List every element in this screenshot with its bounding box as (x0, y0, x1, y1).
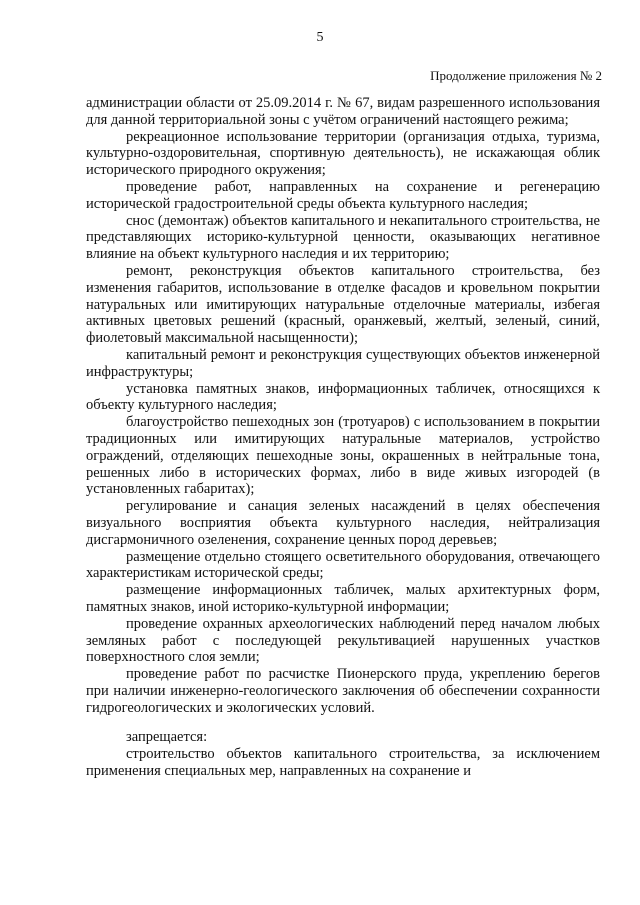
paragraph-7: установка памятных знаков, информационных табличек, относящихся к объекту культурного наследия; (86, 380, 600, 414)
paragraph-4: снос (демонтаж) объектов капитального и некапитального строительства, не представляющих историко-культурной ценности, оказывающих негативное влияние на объект культурного наследия и их территорию; (86, 212, 600, 263)
prohibited-heading: запрещается: (126, 729, 208, 746)
paragraph-1: администрации области от 25.09.2014 г. № 67, видам разрешенного использования для данной территориальной зоны с учётом ограничений настоящего режима; (86, 95, 600, 128)
paragraph-15: строительство объектов капитального строительства, за исключением применения специальных мер, направленных на сохранение и (86, 746, 600, 780)
body-text (86, 95, 600, 780)
paragraph-6: капитальный ремонт и реконструкция существующих объектов инженерной инфраструктуры; (86, 346, 600, 380)
paragraph-11: размещение информационных табличек, малых архитектурных форм, памятных знаков, иной историко-культурной информации; (86, 582, 600, 615)
paragraph-5: ремонт, реконструкция объектов капитального строительства, без изменения габаритов, использование в отделке фасадов и кровельном покрытии натуральных или имитирующих натуральные отделочные материалы, избегая активных цветовых решений (красный, оранжевый, желтый, зеленый, синий, фиолетовый максимальной насыщенности); (86, 262, 600, 347)
paragraph-3: проведение работ, направленных на сохранение и регенерацию исторической градостроительной среды объекта культурного наследия; (86, 178, 600, 212)
paragraph-13: проведение работ по расчистке Пионерского пруда, укреплению берегов при наличии инженерно-геологического заключения об обеспечении сохранности гидрогеологических и экологических условий. (86, 666, 600, 716)
paragraph-9: регулирование и санация зеленых насаждений в целях обеспечения визуального восприятия объекта культурного наследия, нейтрализация дисгармоничного озеленения, сохранение ценных пород деревьев; (86, 498, 600, 548)
paragraph-12: проведение охранных археологических наблюдений перед началом любых земляных работ с последующей рекультивацией нарушенных участков поверхностного слоя земли; (86, 615, 600, 666)
page-number: 5 (316, 30, 324, 45)
paragraph-8: благоустройство пешеходных зон (тротуаров) с использованием в покрытии традиционных или имитирующих натуральные материалов, устройство ограждений, отделяющих пешеходные зоны, окрашенных в нейтральные тона, решенных либо в исторических формах, либо в виде живых изгородей (в установленных габаритах); (86, 414, 600, 498)
paragraph-10: размещение отдельно стоящего осветительного оборудования, отвечающего характеристикам исторической среды; (86, 548, 600, 582)
continuation-label: Продолжение приложения № 2 (430, 68, 602, 83)
paragraph-2: рекреационное использование территории (организация отдыха, туризма, культурно-оздоровительная, спортивную деятельность), не искажающая облик исторического природного окружения; (86, 128, 600, 179)
